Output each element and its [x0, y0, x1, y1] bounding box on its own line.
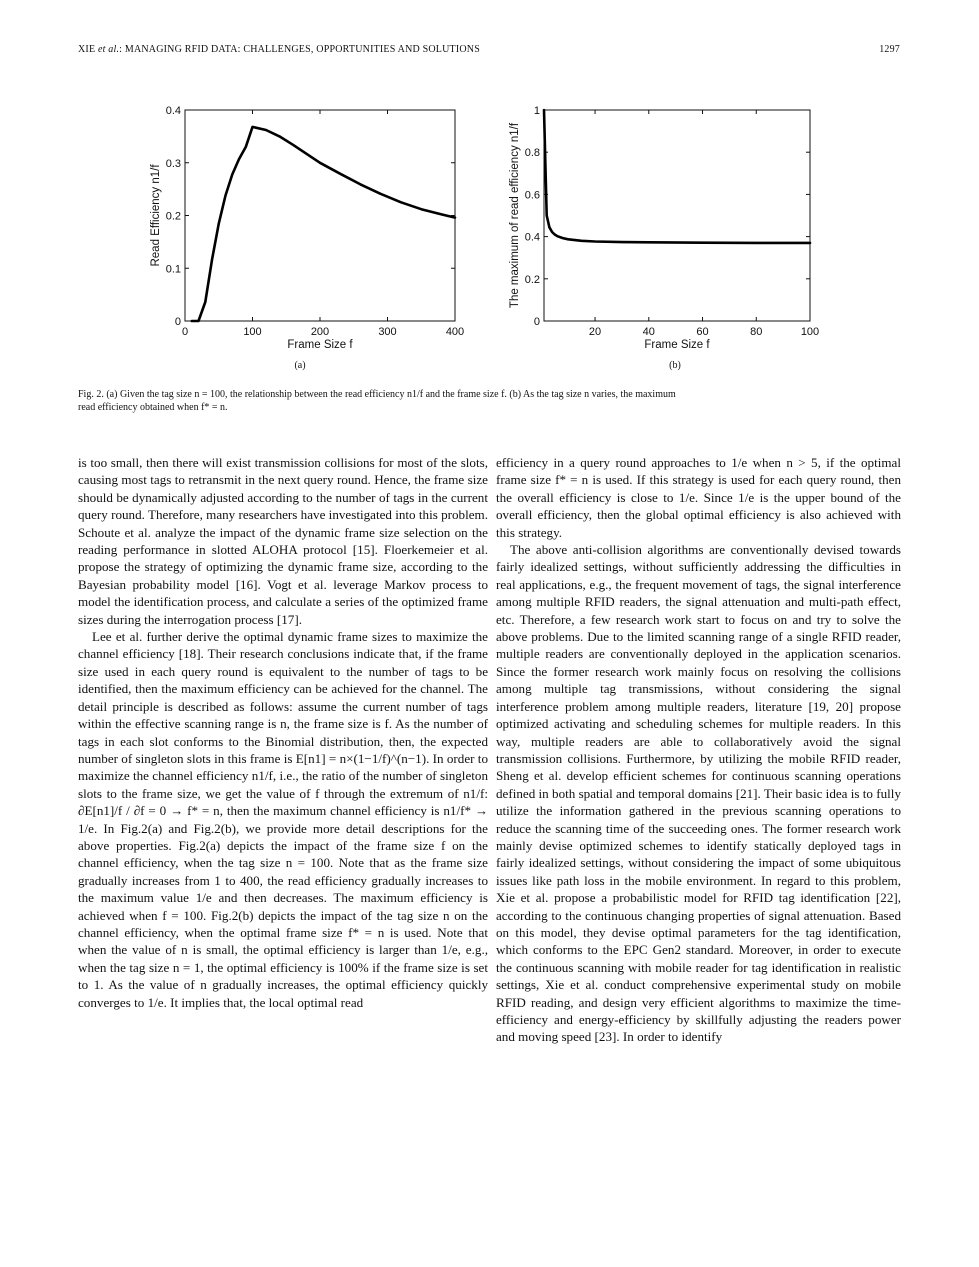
body-column-right	[496, 454, 901, 1046]
caption-line-1: Fig. 2. (a) Given the tag size n = 100, the relationship between the read efficiency n1/f and the frame size f. (b) As the tag size n varies, the maximum	[78, 389, 676, 400]
x-tick-label: 0	[181, 326, 189, 338]
chart-max-read-efficiency	[490, 96, 860, 356]
x-tick-label: 40	[642, 326, 655, 338]
x-tick-label: 200	[310, 326, 330, 338]
x-tick-label: 100	[800, 326, 820, 338]
y-tick-label: 0.8	[524, 147, 540, 160]
caption-line-2: read efficiency obtained when f* = n.	[78, 402, 228, 413]
y-axis-label: The maximum of read efficiency n1/f	[509, 122, 521, 309]
chart-read-efficiency	[115, 96, 485, 356]
page-number: 1297	[879, 44, 900, 55]
x-tick-label: 100	[243, 326, 262, 338]
figure-2b-label: (b)	[669, 360, 681, 371]
body-column-left	[78, 454, 488, 1011]
y-tick-label: 1	[533, 105, 540, 117]
x-axis-label: Frame Size f	[287, 339, 353, 351]
y-axis-label: Read Efficiency n1/f	[150, 164, 162, 267]
paragraph: efficiency in a query round approaches to 1/e when n > 5, if the optimal frame size f* = n is used. If this strategy is used for each query round, then the overall efficiency is close to 1/e. Since 1/e is the upper bound of the overall efficiency, then the global optimal efficiency is also achieved with this strategy.	[496, 455, 901, 540]
y-tick-label: 0.2	[524, 273, 540, 286]
y-tick-label: 0.4	[524, 231, 540, 244]
series-line	[192, 127, 455, 321]
y-tick-label: 0.1	[165, 263, 181, 276]
y-tick-label: 0	[174, 316, 181, 328]
figure-2b	[490, 96, 860, 376]
plot-frame	[185, 110, 455, 321]
paragraph: The above anti-collision algorithms are conventionally devised towards fairly idealized settings, without sufficiently addressing the difficulties in real applications, e.g., the frequent movement of tags, the signal interference among multiple RFID readers, the signal attenuation and multi-path effect, etc. Therefore, a few research work start to focus on and try to solve the above problems. Due to the limited scanning range of a single RFID reader, multiple readers are conventionally deployed in the application scenarios. Since the former research work mainly focus on resolving the collisions among multiple tag transmissions, without considering the signal interference problem among multiple readers, literature [19, 20] propose optimized activating and scheduling schemes for multiple readers. In this way, multiple readers are able to collaboratively avoid the signal transmission collisions. Furthermore, by utilizing the mobile RFID reader, Sheng et al. develop efficient schemes for continuous scanning operations defined in both spatial and temporal domains [21]. Their basic idea is to fully utilize the information gathered in the previous scanning operations to reduce the scanning time of the succeeding ones. The former research work mainly devise optimized schemes to identify statically deployed tags in fairly idealized settings, without considering the impact of some ubiquitous issues like path loss in the mobile environment. In regard to this problem, Xie et al. propose a probabilistic model for RFID tag identification [22], according to the continuous changing properties of signal attenuation. Based on this model, they devise optimal parameters for the tag identification, which conforms to the EPC Gen2 standard. Moreover, in order to execute the continuous scanning with mobile reader for tag identification in realistic settings, Xie et al. conduct comprehensive experimental study on mobile RFID reading, and design very efficient algorithms to maximize the time-efficiency and energy-efficiency by skillfully adjusting the readers power and moving speed [23]. In order to identify	[496, 542, 901, 1045]
y-tick-label: 0.6	[524, 189, 540, 202]
running-title: XIE et al.: MANAGING RFID DATA: CHALLENGES, OPPORTUNITIES AND SOLUTIONS	[78, 44, 480, 55]
figure-2a-label: (a)	[294, 360, 306, 371]
x-axis-label: Frame Size f	[644, 339, 710, 351]
y-tick-label: 0.4	[165, 105, 181, 117]
y-tick-label: 0.3	[165, 157, 181, 170]
plot-frame	[544, 110, 810, 321]
x-tick-label: 400	[445, 326, 465, 338]
y-tick-label: 0	[533, 316, 540, 328]
y-tick-label: 0.2	[165, 210, 181, 223]
x-tick-label: 300	[378, 326, 397, 338]
series-line	[544, 110, 810, 243]
x-tick-label: 80	[750, 326, 763, 338]
x-tick-label: 20	[588, 326, 602, 338]
x-tick-label: 60	[696, 326, 709, 338]
paragraph: is too small, then there will exist transmission collisions for most of the slots, causing most tags to retransmit in the next query round. Hence, the frame size should be dynamically adjusted according to the number of tags in the current query round. Therefore, many researchers have investigated into this problem. Schoute et al. analyze the impact of the dynamic frame size selection on the reading performance in slotted ALOHA protocol [15]. Floerkemeier et al. propose the strategy of optimizing the dynamic frame size, according to the Bayesian probability model [16]. Vogt et al. leverage Markov process to model the identification process, and calculate a series of the optimized frame sizes during the interrogation process [17].	[78, 455, 488, 627]
figure-caption	[78, 388, 900, 414]
paragraph: Lee et al. further derive the optimal dynamic frame sizes to maximize the channel efficiency [18]. Their research conclusions indicate that, if the frame size used in each query round is equivalent to the number of tags to be identified, then the maximum efficiency can be achieved for the channel. The detail principle is described as follows: assume the current number of tags within the effective scanning range is n, the frame size is f. As the number of tags in each slot conforms to the Binomial distribution, then, the expected number of singleton slots in this frame is E[n1] = n×(1−1/f)^(n−1). In order to maximize the channel efficiency n1/f, i.e., the ratio of the number of singleton slots to the frame size, we get the value of f through the extremum of n1/f: ∂E[n1]/f / ∂f = 0 → f* = n, then the maximum channel efficiency is n1/f* → 1/e. In Fig.2(a) and Fig.2(b), we provide more detail descriptions for the above properties. Fig.2(a) depicts the impact of the frame size f on the channel efficiency, when the tag size n = 100. Note that as the frame size gradually increases from 1 to 400, the read efficiency gradually increases to the maximum value 1/e and then decreases. The maximum efficiency is achieved when f = 100. Fig.2(b) depicts the impact of the tag size n on the channel efficiency, when the optimal frame size f* = n is used. Note that when the value of n is small, the optimal efficiency is larger than 1/e, e.g., when the tag size n = 1, the optimal efficiency is 100% if the frame size is set to 1. As the value of n gradually increases, the optimal efficiency quickly converges to 1/e. It implies that, the local optimal read	[78, 629, 488, 1010]
running-head	[78, 44, 900, 60]
figure-2a	[115, 96, 485, 376]
